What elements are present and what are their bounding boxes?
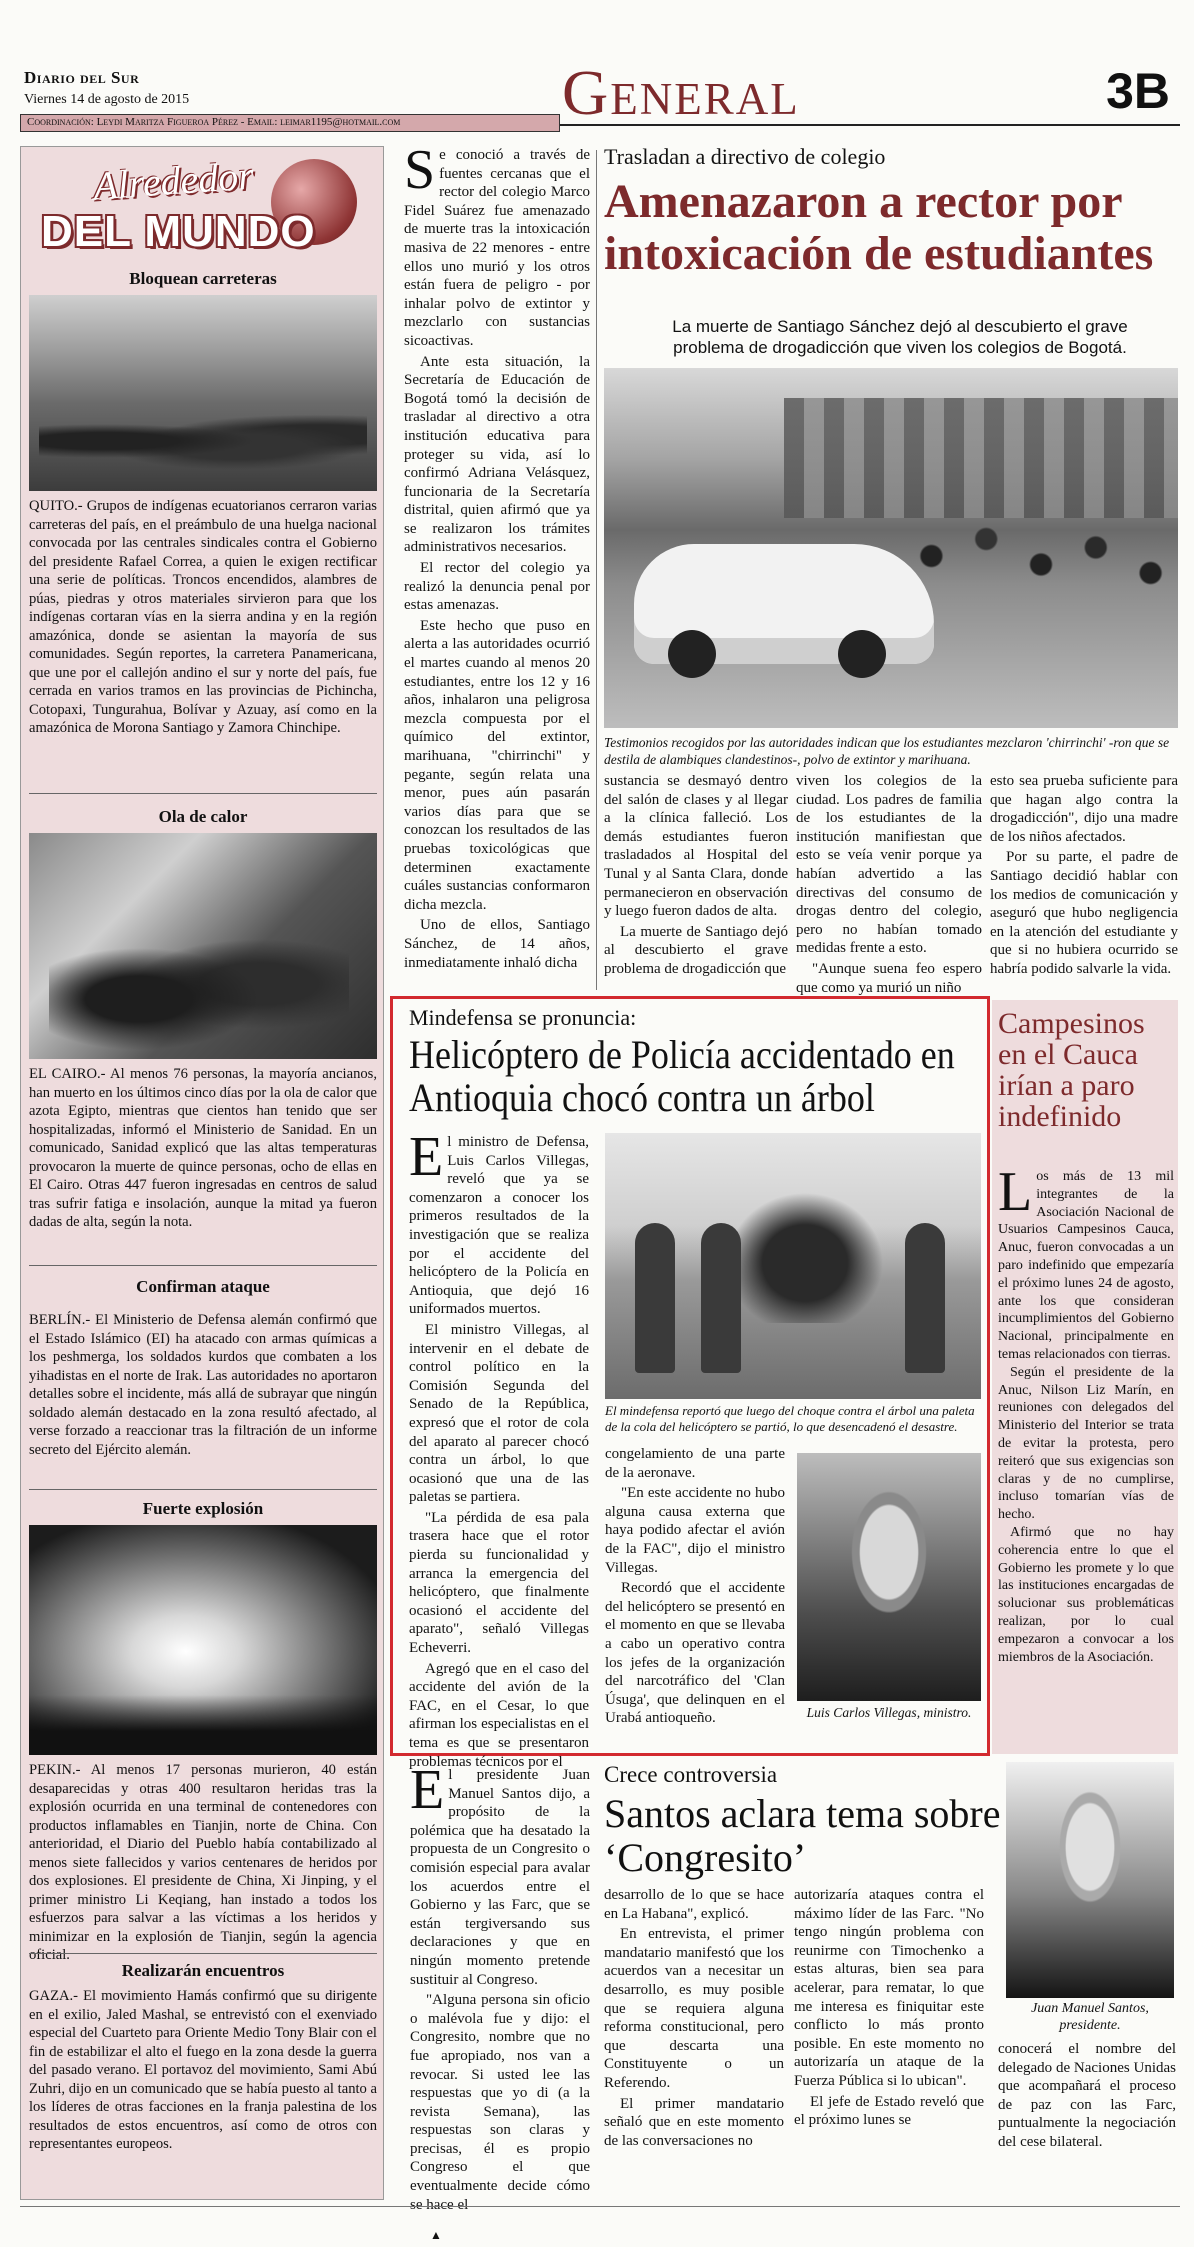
paragraph: e conoció a través de fuentes cercanas que el rector del colegio Marco Fidel Suárez fue amenazado de muerte tras la intoxicación masiva de 22 menores - entre ellos uno murió y los otros están fuera de peligro - por inhalar polvo de extintor y mezclarlo con sustancias sicoactivas. [404, 147, 590, 349]
paragraph: Afirmó que no hay coherencia entre lo que el Gobierno les promete y lo que las instituciones encargadas de solucionar sus problemáticas realizan, por lo cual empezaron a convocar a los miembros de la Asociación. [998, 1524, 1174, 1665]
santos-portrait [1006, 1762, 1174, 1998]
paragraph: El rector del colegio ya realizó la denuncia penal por estas amenazas. [404, 560, 590, 614]
paragraph: "En este accidente no hubo alguna causa externa que haya podido afectar el avión de la FAC", dijo el ministro Villegas. [605, 1485, 785, 1576]
divider [29, 1953, 377, 1954]
campesinos-article [992, 1000, 1178, 1754]
brief-title: Confirman ataque [136, 1277, 270, 1296]
campesinos-body [998, 1161, 1174, 1748]
rector-deck: La muerte de Santiago Sánchez dejó al descubierto el grave problema de drogadicción que viven los colegios de Bogotá. [672, 317, 1128, 357]
paragraph: Según el presidente de la Anuc, Nilson Liz Marín, en reuniones con delegados del Ministerio del Interior se trata de evitar la protesta, pero reiteró que sus exigencias son claras y de no cumplirse, incluso tomarían vías de hecho. [998, 1364, 1174, 1523]
paragraph: Recordó que el accidente del helicóptero se presentó en el momento en que se llevaba a cabo un operativo contra los jefes de la organización del narcotráfico del 'Clan Úsuga', que delinquen en el Urabá antioqueño. [605, 1580, 785, 1727]
brief-text: PEKIN.- Al menos 17 personas murieron, 40 están desaparecidas y otras 400 resultaron heridas tras la explosión ocurrida en una terminal de contenedores con productos inflamables en Tianjin, norte de China. Con anterioridad, el Diario del Pueblo había contabilizado al menos siete fallecidos y varios centenares de heridos por dos explosiones. El presidente de China, Xi Jinping, y el primer ministro Li Keqiang, han instado a todos los esfuerzos para salvar a las víctimas a los heridos y minimizar en la explosión de Tianjin, según la agencia oficial. [29, 1762, 377, 1963]
rector-article-column-2 [604, 772, 788, 994]
paragraph: l presidente Juan Manuel Santos dijo, a propósito de la polémica que ha desatado la propuesta de un Congresito o comisión especial para avalar los acuerdos entre el Gobierno y las Farc, que se están tergiversando sus declaraciones y que en ningún momento pretende sustituir al Congreso. [410, 1767, 590, 1988]
brief-text: GAZA.- El movimiento Hamás confirmó que su dirigente en el exilio, Jaled Mashal, se entrevistó con el exenviado especial del Cuarteto para Oriente Medio Tony Blair con el fin de estabilizar el alto el fuego en la zona desde la guerra del pasado verano. El portavoz del movimiento, Sami Abú Zuhri, dijo en un comunicado que se había puesto al tanto a los líderes de otras facciones en la franja palestina de los resultados de estos encuentros, así como de otros con representantes europeos. [29, 1988, 377, 2152]
brief-text: QUITO.- Grupos de indígenas ecuatorianos cerraron varias carreteras del país, en el preámbulo de una huelga nacional convocada por las centrales sindicales contra el Gobierno del presidente Rafael Correa, a quien le exigen rectificar una serie de políticas. Troncos encendidos, alambres de púas, piedras y otros materiales sirvieron para que los indígenas cortaran vías en la sierra andina y en la región amazónica, donde se asientan la mayoría de sus comunidades. Según reportes, la carretera Panamericana, que une por el callejón andino el sur y norte del país, fue cerrada en varios tramos en las provincias de Pichincha, Cotopaxi, Tungurahua, Bolívar y Azuay, así como en la amazónica de Morona Santiago y Zamora Chinchipe. [29, 498, 377, 736]
divider [29, 1489, 377, 1490]
paper-name: Diario del Sur [24, 68, 140, 87]
santos-column-3 [794, 1886, 984, 2198]
rector-article-column-4 [990, 772, 1178, 994]
world-briefs-column [20, 146, 384, 2200]
world-logo-main: DEL MUNDO [41, 207, 316, 256]
coordinator-credit: Coordinación: Leydi Maritza Figueroa Pérez - Email: leimar1195@hotmail.com [20, 114, 560, 132]
car [634, 544, 934, 664]
santos-article [390, 1759, 1180, 2213]
paragraph: El jefe de Estado reveló que el próximo lunes se [794, 2093, 984, 2129]
section-title: General [562, 57, 800, 128]
page-number: 3B [1106, 63, 1170, 119]
helicopter-column-1 [409, 1126, 589, 1770]
roadblock-photo [29, 295, 377, 491]
dropcap: L [998, 1161, 1033, 1223]
minister-portrait [797, 1453, 981, 1701]
world-section-logo [35, 152, 371, 263]
divider [29, 793, 377, 794]
brief-title: Realizarán encuentros [121, 1961, 285, 1980]
heatwave-photo [29, 833, 377, 1059]
paragraph: El primer mandatario señaló que en este momento de las conversaciones no [604, 2095, 784, 2149]
column-rule [596, 150, 597, 990]
portrait-caption: Juan Manuel Santos, presidente. [1031, 2001, 1149, 2033]
paragraph: esto sea prueba suficiente para que hagan algo contra la drogadicción", dijo una madre de los niños afectados. [990, 773, 1178, 845]
photo-caption: El mindefensa reportó que luego del choque contra el árbol una paleta de la cola del helicóptero se partió, lo que desencadenó el desastre. [605, 1403, 975, 1434]
paragraph: "Alguna persona sin oficio o malévola fue y dijo: el Congresito, nombre que no fue apropiado, nos van a revocar. Si usted lee las respuestas que yo di (a la revista Semana), las respuestas son claras y precisas, él es propio Congreso el que eventualmente decide cómo se hace el [410, 1992, 590, 2213]
world-logo-script: Alrededor [91, 152, 256, 209]
helicopter-article-box [390, 996, 990, 1770]
paragraph: Ante esta situación, la Secretaría de Educación de Bogotá tomó la decisión de trasladar al directivo a otra institución educativa para proteger su vida, así lo confirmó Adriana Velásquez, funcionaria de la Secretaría distrital, quien afirmó que ya se realizaron los trámites administrativos necesarios. [404, 353, 590, 556]
paragraph: "La pérdida de esa pala trasera hace que el rotor pierda su funcionalidad y arranca la emergencia del helicóptero, que finalmente ocasionó el accidente del aparato", señaló Villegas Echeverri. [409, 1509, 589, 1657]
helicopter-crash-photo [605, 1133, 981, 1399]
santos-column-4 [998, 2040, 1176, 2198]
paragraph: Agregó que en el caso del accidente del avión de la FAC, en el Cesar, lo que afirman los especialistas en el tema es que se presentaron problemas técnicos por el [409, 1660, 589, 1770]
photo-caption: Testimonios recogidos por las autoridades indican que los estudiantes mezclaron 'chirrinchi' -ron que se destila de alambiques clandestinos-, polvo de extintor y marihuana. [604, 735, 1170, 767]
brief-text: BERLÍN.- El Ministerio de Defensa alemán confirmó que el Estado Islámico (EI) ha atacado con armas químicas a los peshmerga, los soldados kurdos que combaten a los yihadistas en el norte de Irak. Las autoridades no aportaron detalles sobre el incidente, más allá de subrayar que ningún soldado alemán destacado en la zona resultó afectado, al verse forzado a reaccionar tras la filtración de un informe secreto del Ejército alemán. [29, 1312, 377, 1458]
santos-column-2 [604, 1886, 784, 2198]
brief-text: EL CAIRO.- Al menos 76 personas, la mayoría ancianos, han muerto en los últimos cinco días por la ola de calor que azota Egipto, mientras que cientos han tenido que ser hospitalizadas, informó el Ministerio de Sanidad. En un comunicado, Sanidad explicó que las altas temperaturas provocaron la muerte de quince personas, ocho de ellas en El Cairo. Otras 447 fueron ingresadas en centros de salud tras sufrir fatiga e insolación, aunque la mitad ya fueron dadas de alta, según la nota. [29, 1066, 377, 1230]
brief-title: Ola de calor [158, 807, 248, 826]
paragraph: conocerá el nombre del delegado de Naciones Unidas que acompañará el proceso de paz con las Farc, puntualmente la negociación del cese bilateral. [998, 2041, 1176, 2150]
footer-mark: ▲ [430, 2228, 442, 2242]
campesinos-headline: Campesinos en el Cauca irían a paro indefinido [998, 1007, 1145, 1133]
paragraph: congelamiento de una parte de la aeronave. [605, 1446, 785, 1481]
brief-explosion [29, 1499, 377, 1965]
dropcap: E [410, 1759, 445, 1821]
paragraph: Este hecho que puso en alerta a las autoridades ocurrió el martes cuando al menos 20 estudiantes, entre los 12 y 16 años, inhalaron una peligrosa mezcla compuesta por el químico del extintor, marihuana, "chirrinchi" y pegante, según relata una menor, pues aún pasarán varios días para que se conozcan los resultados de las pruebas toxicológicas que determinen exactamente cuáles sustancias conformaron dicha mezcla. [404, 617, 590, 913]
dropcap: S [404, 139, 436, 201]
paragraph: viven los colegios de la ciudad. Los padres de familia de los estudiantes de la institución manifiestan que esto se veía venir porque ya habían advertido a las directivas del consumo de drogas dentro del colegio, pero no habían tomado medidas frente a esto. [796, 773, 982, 957]
dropcap: E [409, 1126, 444, 1188]
paragraph: desarrollo de lo que se hace en La Habana", explicó. [604, 1887, 784, 1922]
bottom-rule [20, 2206, 1180, 2207]
brief-meetings [29, 1961, 377, 2154]
paragraph: "Aunque suena feo espero que como ya murió un niño [796, 960, 982, 996]
brief-title: Bloquean carreteras [129, 269, 277, 288]
divider [29, 1265, 377, 1266]
helicopter-kicker: Mindefensa se pronuncia: [409, 1005, 637, 1030]
paragraph: autorizaría ataques contra el máximo líder de las Farc. "No tengo ningún problema con reunirme con Timochenko a estas alturas, bien sea para acelerar, para rematar, lo que me interesa es finiquitar este conflicto lo más pronto posible. En este momento no autorizaría un ataque de la Fuerza Pública si lo ubican". [794, 1887, 984, 2089]
rector-kicker: Trasladan a directivo de colegio [604, 144, 886, 169]
paragraph: En entrevista, el primer mandatario manifestó que los acuerdos van a necesitar un desarrollo, es muy posible que se requiera alguna reforma constitucional, pero que descarta una Constituyente o un Referendo. [604, 1926, 784, 2091]
santos-headline: Santos aclara tema sobre ‘Congresito’ [604, 1791, 1001, 1880]
paragraph: sustancia se desmayó dentro del salón de clases y al llegar a la clínica falleció. Los demás estudiantes fueron trasladados al Hospital del Tunal y al Santa Clara, donde permanecieron en observación y luego fueron dados de alta. [604, 773, 788, 920]
paragraph: os más de 13 mil integrantes de la Asociación Nacional de Usuarios Campesinos Cauca, Anuc, fueron convocadas a un paro indefinido que empezaría el próximo lunes 24 de agosto, ante los que consideran incumplimientos del Gobierno Nacional, principalmente en temas relacionados con tierras. [998, 1169, 1174, 1362]
paragraph: l ministro de Defensa, Luis Carlos Villegas, reveló que ya se comenzaron a conocer los primeros resultados de la investigación que se realiza por el accidente del helicóptero de la Policía en Antioquia, que dejó 16 uniformados muertos. [409, 1134, 589, 1318]
rector-article-column-3 [796, 772, 982, 994]
explosion-photo [29, 1525, 377, 1755]
students-crowd [904, 488, 1178, 658]
rector-headline: Amenazaron a rector por intoxicación de estudiantes [604, 175, 1154, 280]
helicopter-column-2 [605, 1445, 785, 1749]
helicopter-headline: Helicóptero de Policía accidentado en Antioquia chocó contra un árbol [409, 1032, 955, 1120]
soldier [701, 1223, 741, 1373]
soldier [905, 1223, 945, 1373]
portrait-caption: Luis Carlos Villegas, ministro. [806, 1705, 972, 1720]
school-photo [604, 368, 1178, 728]
paragraph: Uno de ellos, Santiago Sánchez, de 14 años, inmediatamente inhaló dicha [404, 917, 590, 971]
top-rule [560, 124, 1180, 126]
paragraph: Por su parte, el padre de Santiago decidió hablar con los medios de comunicación y aseguró que hubo negligencia en la atención del estudiante y que si no hubiera ocurrido se habría podido salvarle la vida. [990, 849, 1178, 977]
brief-roads [29, 269, 377, 738]
brief-title: Fuerte explosión [142, 1499, 264, 1518]
brief-heat [29, 807, 377, 1232]
issue-date: Viernes 14 de agosto de 2015 [24, 92, 190, 107]
paragraph: El ministro Villegas, al intervenir en el debate de control político en la Comisión Segunda del Senado de la República, expresó que el rotor de cola del aparato al parecer chocó contra un árbol, lo que ocasionó que una de las paletas se partiera. [409, 1321, 589, 1506]
santos-kicker: Crece controversia [604, 1762, 778, 1787]
masthead [20, 57, 1180, 138]
soldier [635, 1223, 675, 1373]
brief-attack [29, 1277, 377, 1459]
santos-column-1 [410, 1759, 590, 2213]
rector-article-column-1 [404, 139, 590, 994]
paragraph: La muerte de Santiago dejó al descubierto el grave problema de drogadicción que [604, 923, 788, 977]
